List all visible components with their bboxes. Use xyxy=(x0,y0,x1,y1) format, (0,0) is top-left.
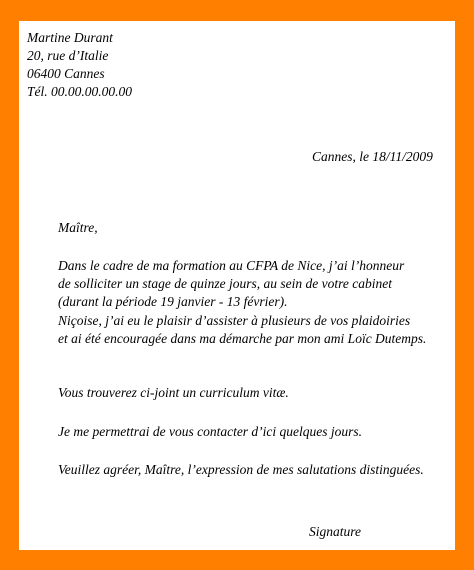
place-date: Cannes, le 18/11/2009 xyxy=(312,149,433,164)
letter-page xyxy=(19,21,455,550)
paragraph-attachment: Vous trouverez ci-joint un curriculum vitæ. xyxy=(58,385,289,400)
paragraph-line: (durant la période 19 janvier - 13 février). xyxy=(58,294,288,309)
paragraph-followup: Je me permettrai de vous contacter d’ici quelques jours. xyxy=(58,424,363,439)
greeting: Maître, xyxy=(58,220,98,235)
sender-phone: Tél. 00.00.00.00.00 xyxy=(27,84,133,99)
paragraph-line: Niçoise, j’ai eu le plaisir d’assister à plusieurs de vos plaidoiries xyxy=(58,313,411,328)
sender-address xyxy=(27,29,132,101)
paragraph-closing: Veuillez agréer, Maître, l’expression de mes salutations distinguées. xyxy=(58,462,424,477)
paragraph-request xyxy=(58,257,404,311)
paragraph-line: Dans le cadre de ma formation au CFPA de Nice, j’ai l’honneur xyxy=(58,258,405,273)
paragraph-motivation xyxy=(58,312,426,348)
paragraph-line: de solliciter un stage de quinze jours, au sein de votre cabinet xyxy=(58,276,392,291)
paragraph-line: et ai été encouragée dans ma démarche par mon ami Loïc Dutemps. xyxy=(58,331,427,346)
signature: Signature xyxy=(309,524,361,539)
sender-street: 20, rue d’Italie xyxy=(27,48,109,63)
sender-name: Martine Durant xyxy=(27,30,113,45)
sender-city: 06400 Cannes xyxy=(27,66,105,81)
